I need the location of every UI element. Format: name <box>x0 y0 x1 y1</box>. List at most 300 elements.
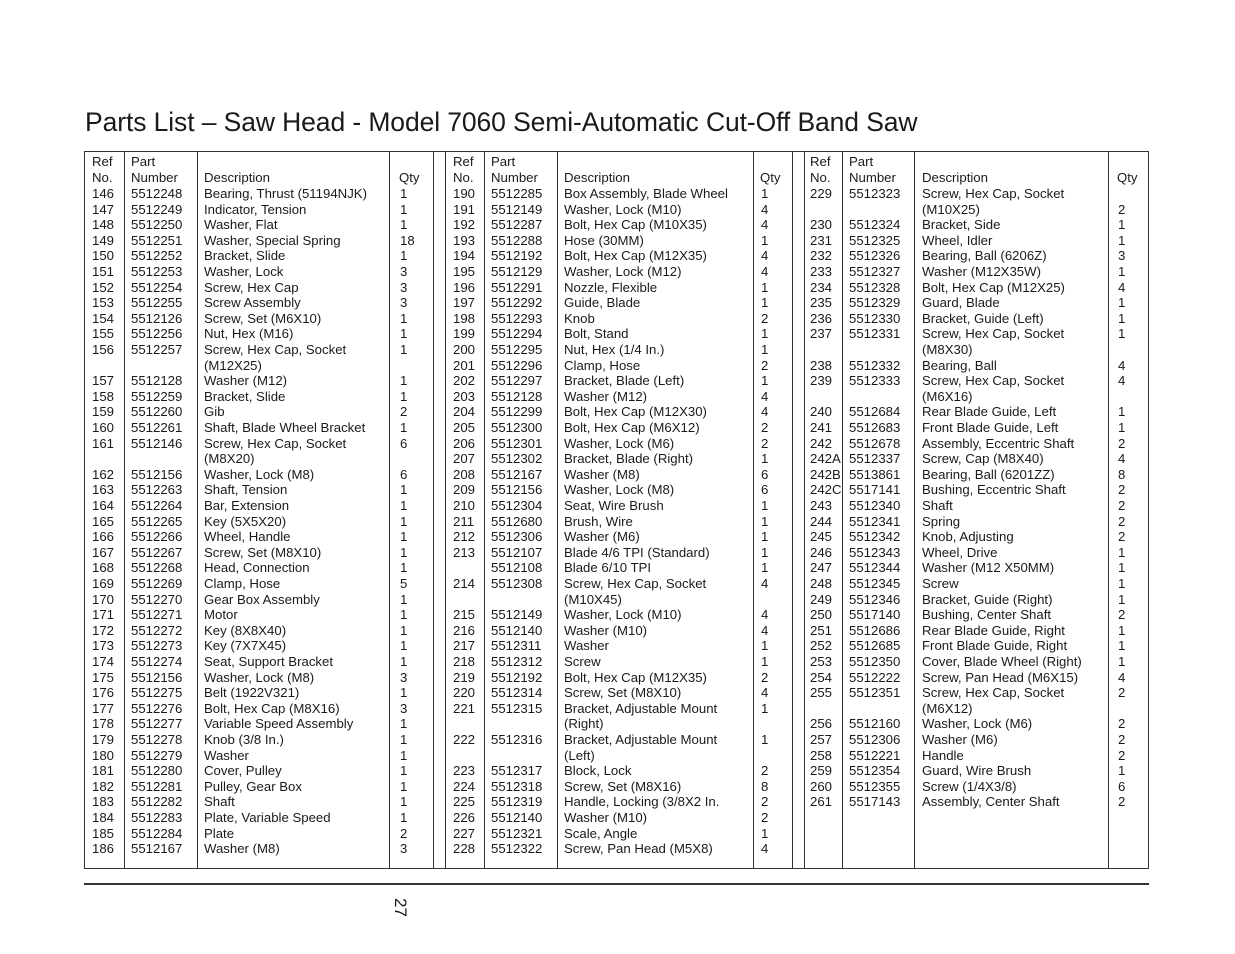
part-description: Bolt, Hex Cap (M10X35) <box>564 217 707 233</box>
part-description: Bearing, Ball <box>922 357 997 373</box>
part-number: 5517140 <box>849 607 901 623</box>
part-description: Seat, Support Bracket <box>204 654 334 669</box>
header-qty: Qty <box>399 170 420 185</box>
ref-number: 165 <box>92 513 115 529</box>
part-qty: 2 <box>761 763 769 779</box>
part-qty: 1 <box>1118 576 1126 591</box>
page-number: 27 <box>391 898 410 917</box>
ref-number: 149 <box>92 232 115 248</box>
part-description: Front Blade Guide, Right <box>922 638 1068 654</box>
ref-number: 198 <box>453 310 476 326</box>
ref-number: 211 <box>453 513 475 529</box>
part-description: Washer, Lock (M8) <box>204 466 315 482</box>
part-description: Shaft <box>204 794 235 810</box>
ref-number: 249 <box>810 591 833 607</box>
part-number: 5512160 <box>849 716 901 732</box>
part-qty: 4 <box>761 607 769 623</box>
part-number: 5512283 <box>131 810 183 825</box>
ref-number: 156 <box>92 342 115 357</box>
part-description: Assembly, Eccentric Shaft <box>922 435 1075 451</box>
part-qty: 4 <box>761 622 769 638</box>
part-number: 5512146 <box>131 435 183 451</box>
part-qty: 1 <box>400 248 408 264</box>
part-description: Wheel, Drive <box>922 544 998 560</box>
part-number: 5512342 <box>849 529 901 545</box>
part-description: Cover, Pulley <box>204 763 282 779</box>
part-qty: 1 <box>1118 295 1126 311</box>
part-description: Bracket, Guide (Right) <box>922 591 1053 607</box>
part-description: Washer <box>204 747 249 763</box>
ref-number: 176 <box>92 685 115 701</box>
part-number: 5512296 <box>491 357 543 373</box>
part-qty: 1 <box>1118 310 1126 326</box>
part-qty: 1 <box>400 544 408 560</box>
part-description: (M6X12) <box>922 700 973 716</box>
part-number: 5512140 <box>491 622 543 638</box>
part-description: Blade 4/6 TPI (Standard) <box>564 544 710 560</box>
part-description: Belt (1922V321) <box>204 685 300 701</box>
header-ref: Ref <box>453 154 474 169</box>
ref-number: 164 <box>92 498 115 513</box>
part-qty: 6 <box>761 482 769 498</box>
ref-number: 216 <box>453 622 476 638</box>
part-qty: 1 <box>400 482 408 498</box>
part-description: Screw, Hex Cap, Socket <box>204 435 347 451</box>
ref-number: 233 <box>810 264 833 279</box>
part-number: 5512255 <box>131 295 183 311</box>
part-qty: 1 <box>400 654 408 669</box>
part-number: 5512325 <box>849 232 901 248</box>
part-description: Screw, Hex Cap, Socket <box>204 342 347 357</box>
ref-number: 218 <box>453 654 476 669</box>
part-qty: 1 <box>400 513 408 529</box>
header-part: Part <box>849 154 874 169</box>
part-qty: 2 <box>1118 607 1126 623</box>
divider <box>124 151 125 869</box>
part-number: 5512319 <box>491 794 543 810</box>
part-qty: 4 <box>761 576 769 591</box>
part-number: 5512295 <box>491 342 543 357</box>
part-number: 5512350 <box>849 654 901 669</box>
ref-number: 192 <box>453 217 476 233</box>
part-number: 5512167 <box>491 466 543 482</box>
part-qty: 5 <box>400 576 408 591</box>
part-number: 5512221 <box>849 747 901 763</box>
part-number: 5512253 <box>131 264 183 279</box>
part-number: 5512294 <box>491 326 543 342</box>
part-number: 5512322 <box>491 841 543 857</box>
part-qty: 1 <box>400 747 408 763</box>
ref-number: 226 <box>453 810 476 825</box>
divider <box>445 151 446 869</box>
header-part-number: Number <box>491 170 538 185</box>
part-qty: 1 <box>761 186 769 201</box>
ref-number: 159 <box>92 404 115 420</box>
part-qty: 4 <box>1118 373 1126 389</box>
part-number: 5512263 <box>131 482 183 498</box>
ref-number: 181 <box>92 763 115 779</box>
part-description: Bolt, Hex Cap (M8X16) <box>204 700 340 716</box>
part-qty: 1 <box>400 778 408 794</box>
ref-number: 194 <box>453 248 476 264</box>
part-qty: 2 <box>1118 513 1126 529</box>
ref-number: 151 <box>92 264 115 279</box>
part-description: Block, Lock <box>564 763 632 779</box>
part-qty: 1 <box>400 388 408 404</box>
part-qty: 1 <box>400 763 408 779</box>
part-description: Screw, Hex Cap <box>204 279 299 295</box>
part-qty: 1 <box>400 201 408 217</box>
ref-number: 160 <box>92 420 115 435</box>
part-description: Bolt, Stand <box>564 326 629 342</box>
part-qty: 1 <box>400 716 408 732</box>
part-number: 5512222 <box>849 669 901 685</box>
part-number: 5512330 <box>849 310 901 326</box>
part-qty: 1 <box>400 607 408 623</box>
part-number: 5512275 <box>131 685 183 701</box>
part-number: 5512268 <box>131 560 183 576</box>
part-number: 5512326 <box>849 248 901 264</box>
part-description: Washer, Lock (M6) <box>564 435 675 451</box>
part-number: 5512333 <box>849 373 901 389</box>
part-description: Screw <box>922 576 959 591</box>
part-qty: 1 <box>1118 763 1126 779</box>
ref-number: 210 <box>453 498 476 513</box>
part-description: Bolt, Hex Cap (M12X30) <box>564 404 707 420</box>
part-description: Guide, Blade <box>564 295 641 311</box>
part-number: 5512278 <box>131 732 183 747</box>
ref-number: 247 <box>810 560 833 576</box>
ref-number: 208 <box>453 466 476 482</box>
part-number: 5512327 <box>849 264 901 279</box>
ref-number: 209 <box>453 482 476 498</box>
part-description: Washer (M12) <box>204 373 288 389</box>
ref-number: 255 <box>810 685 833 701</box>
part-number: 5512108 <box>491 560 543 576</box>
part-description: Screw, Hex Cap, Socket <box>564 576 707 591</box>
header-description: Description <box>204 170 270 185</box>
part-description: Screw, Cap (M8X40) <box>922 451 1044 467</box>
part-qty: 1 <box>761 560 769 576</box>
part-number: 5512140 <box>491 810 543 825</box>
part-number: 5512684 <box>849 404 901 420</box>
part-description: Box Assembly, Blade Wheel <box>564 186 728 201</box>
part-number: 5512257 <box>131 342 183 357</box>
part-qty: 1 <box>1118 654 1126 669</box>
ref-number: 169 <box>92 576 115 591</box>
part-number: 5512156 <box>131 466 183 482</box>
part-qty: 2 <box>400 825 408 841</box>
ref-number: 175 <box>92 669 115 685</box>
ref-number: 254 <box>810 669 833 685</box>
part-number: 5512317 <box>491 763 543 779</box>
part-number: 5512192 <box>491 669 543 685</box>
ref-number: 231 <box>810 232 833 248</box>
part-description: Bolt, Hex Cap (M12X35) <box>564 669 707 685</box>
ref-number: 158 <box>92 388 115 404</box>
part-qty: 4 <box>1118 669 1126 685</box>
part-qty: 1 <box>761 342 769 357</box>
part-description: Bracket, Blade (Left) <box>564 373 685 389</box>
ref-number: 207 <box>453 451 476 467</box>
part-description: Screw, Pan Head (M5X8) <box>564 841 713 857</box>
part-number: 5512324 <box>849 217 901 233</box>
ref-number: 215 <box>453 607 476 623</box>
part-number: 5512308 <box>491 576 543 591</box>
part-description: Key (5X5X20) <box>204 513 287 529</box>
part-qty: 4 <box>761 388 769 404</box>
part-qty: 2 <box>761 420 769 435</box>
part-number: 5512314 <box>491 685 543 701</box>
ref-number: 146 <box>92 186 115 201</box>
ref-number: 234 <box>810 279 833 295</box>
part-description: Guard, Blade <box>922 295 1000 311</box>
part-description: Bearing, Thrust (51194NJK) <box>204 186 367 201</box>
part-number: 5512346 <box>849 591 901 607</box>
ref-number: 251 <box>810 622 833 638</box>
part-description: Screw, Hex Cap, Socket <box>922 373 1065 389</box>
part-description: Bracket, Adjustable Mount <box>564 700 718 716</box>
ref-number: 191 <box>453 201 476 217</box>
ref-number: 242A <box>810 451 841 467</box>
part-description: Washer, Lock (M10) <box>564 201 682 217</box>
part-description: Washer (M6) <box>922 732 998 747</box>
divider <box>484 151 485 869</box>
part-number: 5512192 <box>491 248 543 264</box>
part-description: Bracket, Adjustable Mount <box>564 732 718 747</box>
part-number: 5512128 <box>131 373 183 389</box>
ref-number: 258 <box>810 747 833 763</box>
ref-number: 183 <box>92 794 115 810</box>
part-qty: 2 <box>400 404 408 420</box>
part-number: 5512685 <box>849 638 901 654</box>
part-qty: 1 <box>761 529 769 545</box>
ref-number: 240 <box>810 404 833 420</box>
ref-number: 219 <box>453 669 476 685</box>
part-number: 5512329 <box>849 295 901 311</box>
part-description: Seat, Wire Brush <box>564 498 664 513</box>
part-qty: 2 <box>1118 498 1126 513</box>
part-number: 5512272 <box>131 622 183 638</box>
part-description: Bracket, Guide (Left) <box>922 310 1044 326</box>
part-description: Bracket, Blade (Right) <box>564 451 693 467</box>
part-description: Handle, Locking (3/8X2 In. <box>564 794 720 810</box>
part-number: 5512250 <box>131 217 183 233</box>
bottom-rule <box>84 883 1149 885</box>
part-qty: 3 <box>400 279 408 295</box>
part-number: 5512300 <box>491 420 543 435</box>
part-number: 5512280 <box>131 763 183 779</box>
ref-number: 168 <box>92 560 115 576</box>
part-qty: 6 <box>400 435 408 451</box>
ref-number: 225 <box>453 794 476 810</box>
part-number: 5512316 <box>491 732 543 747</box>
part-number: 5512126 <box>131 310 183 326</box>
part-number: 5512680 <box>491 513 543 529</box>
header-ref: Ref <box>810 154 831 169</box>
part-number: 5512287 <box>491 217 543 233</box>
ref-number: 204 <box>453 404 476 420</box>
part-description: Washer, Lock (M6) <box>922 716 1033 732</box>
ref-number: 173 <box>92 638 115 654</box>
part-description: Variable Speed Assembly <box>204 716 354 732</box>
header-description: Description <box>564 170 630 185</box>
part-number: 5512252 <box>131 248 183 264</box>
divider <box>842 151 843 869</box>
part-qty: 2 <box>1118 732 1126 747</box>
part-qty: 1 <box>1118 326 1126 342</box>
part-number: 5512292 <box>491 295 543 311</box>
part-qty: 1 <box>400 685 408 701</box>
part-description: Handle <box>922 747 964 763</box>
part-number: 5512355 <box>849 778 901 794</box>
header-qty: Qty <box>760 170 781 185</box>
header-ref: Ref <box>92 154 113 169</box>
part-description: (M10X25) <box>922 201 980 217</box>
ref-number: 162 <box>92 466 115 482</box>
part-description: Washer, Lock <box>204 264 284 279</box>
part-qty: 4 <box>761 264 769 279</box>
ref-number: 200 <box>453 342 476 357</box>
ref-number: 161 <box>92 435 115 451</box>
part-qty: 1 <box>761 544 769 560</box>
ref-number: 190 <box>453 186 476 201</box>
divider <box>389 151 390 869</box>
ref-number: 230 <box>810 217 833 233</box>
part-number: 5512683 <box>849 420 901 435</box>
ref-number: 180 <box>92 747 115 763</box>
part-number: 5517141 <box>849 482 901 498</box>
ref-number: 203 <box>453 388 476 404</box>
part-description: Scale, Angle <box>564 825 638 841</box>
part-qty: 2 <box>761 669 769 685</box>
part-number: 5512312 <box>491 654 543 669</box>
part-number: 5512128 <box>491 388 543 404</box>
part-description: Indicator, Tension <box>204 201 307 217</box>
part-description: Washer, Lock (M8) <box>204 669 315 685</box>
part-qty: 1 <box>761 295 769 311</box>
part-description: Washer (M10) <box>564 622 648 638</box>
page-title: Parts List – Saw Head - Model 7060 Semi-Automatic Cut-Off Band Saw <box>85 107 918 137</box>
part-description: Key (7X7X45) <box>204 638 287 654</box>
part-description: Blade 6/10 TPI <box>564 560 651 576</box>
ref-number: 155 <box>92 326 115 342</box>
ref-number: 236 <box>810 310 833 326</box>
part-number: 5512344 <box>849 560 901 576</box>
part-description: Knob, Adjusting <box>922 529 1014 545</box>
part-qty: 6 <box>400 466 408 482</box>
part-description: Washer, Lock (M10) <box>564 607 682 623</box>
part-description: Screw, Set (M8X10) <box>564 685 682 701</box>
part-number: 5512323 <box>849 186 901 201</box>
part-description: Bushing, Eccentric Shaft <box>922 482 1066 498</box>
part-number: 5512261 <box>131 420 183 435</box>
divider <box>433 151 434 869</box>
ref-number: 205 <box>453 420 476 435</box>
divider <box>197 151 198 869</box>
part-qty: 3 <box>400 700 408 716</box>
part-number: 5512331 <box>849 326 901 342</box>
part-qty: 4 <box>761 201 769 217</box>
part-qty: 4 <box>761 685 769 701</box>
part-qty: 2 <box>1118 747 1126 763</box>
divider <box>804 151 805 869</box>
ref-number: 244 <box>810 513 833 529</box>
part-number: 5512332 <box>849 357 901 373</box>
ref-number: 222 <box>453 732 476 747</box>
part-number: 5512248 <box>131 186 183 201</box>
ref-number: 148 <box>92 217 115 233</box>
part-qty: 2 <box>1118 201 1126 217</box>
part-description: Screw <box>564 654 601 669</box>
part-description: Assembly, Center Shaft <box>922 794 1060 810</box>
ref-number: 163 <box>92 482 115 498</box>
header-part-number: Number <box>131 170 178 185</box>
part-description: Bolt, Hex Cap (M6X12) <box>564 420 700 435</box>
part-number: 5512267 <box>131 544 183 560</box>
part-number: 5512291 <box>491 279 543 295</box>
part-description: Nut, Hex (1/4 In.) <box>564 342 665 357</box>
part-description: Washer (M8) <box>564 466 640 482</box>
part-description: Screw, Set (M6X10) <box>204 310 322 326</box>
part-qty: 2 <box>1118 716 1126 732</box>
part-number: 5512254 <box>131 279 183 295</box>
part-description: (M8X30) <box>922 342 973 357</box>
part-description: Wheel, Idler <box>922 232 993 248</box>
part-qty: 1 <box>761 654 769 669</box>
part-description: Bolt, Hex Cap (M12X35) <box>564 248 707 264</box>
part-description: Gear Box Assembly <box>204 591 320 607</box>
part-description: Washer (M8) <box>204 841 280 857</box>
part-qty: 1 <box>761 373 769 389</box>
part-description: Bearing, Ball (6206Z) <box>922 248 1047 264</box>
part-number: 5512266 <box>131 529 183 545</box>
part-description: Gib <box>204 404 225 420</box>
ref-number: 217 <box>453 638 476 654</box>
part-description: Plate, Variable Speed <box>204 810 331 825</box>
part-qty: 1 <box>400 794 408 810</box>
part-description: Bar, Extension <box>204 498 290 513</box>
part-description: Clamp, Hose <box>204 576 281 591</box>
part-description: Shaft, Tension <box>204 482 288 498</box>
part-qty: 4 <box>761 217 769 233</box>
part-description: Brush, Wire <box>564 513 633 529</box>
part-description: Screw, Hex Cap, Socket <box>922 326 1065 342</box>
ref-number: 167 <box>92 544 115 560</box>
ref-number: 154 <box>92 310 115 326</box>
ref-number: 199 <box>453 326 476 342</box>
part-description: (M6X16) <box>922 388 973 404</box>
part-number: 5512345 <box>849 576 901 591</box>
part-qty: 3 <box>400 841 408 857</box>
ref-number: 171 <box>92 607 115 623</box>
part-qty: 1 <box>761 279 769 295</box>
part-qty: 1 <box>400 622 408 638</box>
part-description: (Left) <box>564 747 595 763</box>
part-description: Knob (3/8 In.) <box>204 732 284 747</box>
part-qty: 1 <box>400 420 408 435</box>
ref-number: 261 <box>810 794 833 810</box>
part-description: Screw, Hex Cap, Socket <box>922 186 1065 201</box>
part-description: Pulley, Gear Box <box>204 778 302 794</box>
divider <box>557 151 558 869</box>
part-qty: 1 <box>400 310 408 326</box>
part-number: 5512302 <box>491 451 543 467</box>
part-qty: 1 <box>1118 217 1126 233</box>
part-qty: 2 <box>1118 482 1126 498</box>
part-description: Washer, Special Spring <box>204 232 341 248</box>
part-qty: 1 <box>400 498 408 513</box>
